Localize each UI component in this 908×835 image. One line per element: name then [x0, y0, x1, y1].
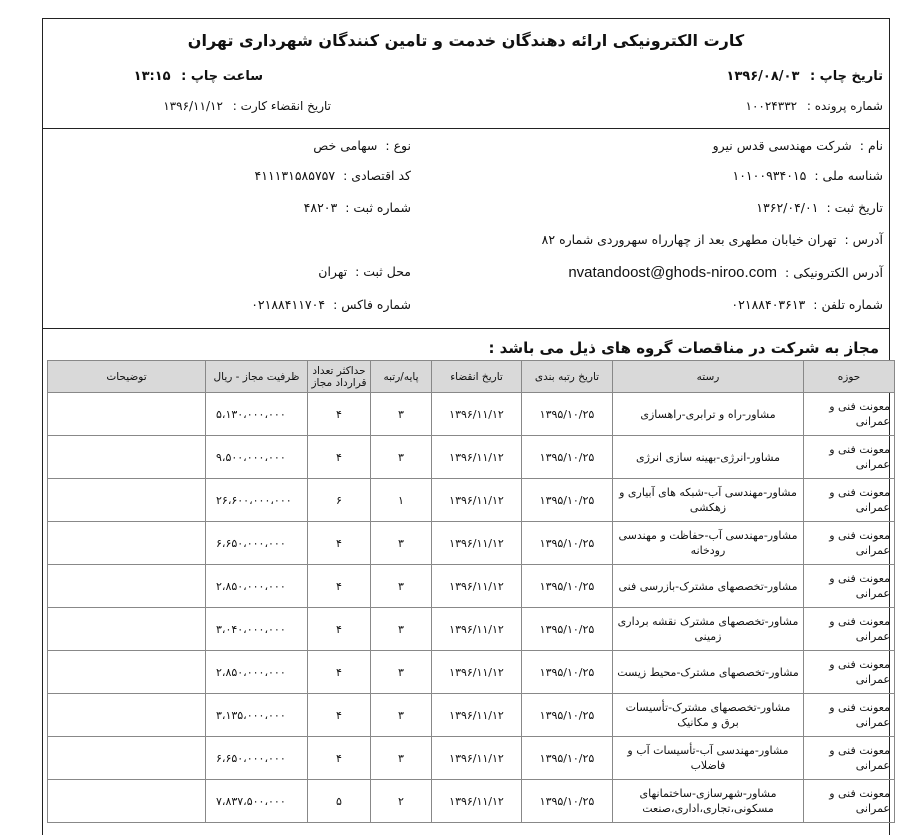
cell-rank-date: ۱۳۹۵/۱۰/۲۵ — [522, 737, 613, 780]
card-header — [43, 19, 889, 129]
cell-capacity: ۹،۵۰۰،۰۰۰،۰۰۰ — [206, 436, 308, 479]
cell-capacity: ۷،۸۳۷،۵۰۰،۰۰۰ — [206, 780, 308, 823]
table-row — [48, 694, 895, 737]
cell-capacity: ۳،۰۴۰،۰۰۰،۰۰۰ — [206, 608, 308, 651]
table-row — [48, 479, 895, 522]
cell-category: مشاور-تخصصهای مشترک-محیط زیست — [613, 651, 804, 694]
table-row — [48, 436, 895, 479]
registration-place-value: تهران — [318, 264, 348, 279]
cell-category: مشاور-شهرسازی-ساختمانهای مسکونی،تجاری،اداری،صنعت — [613, 780, 804, 823]
cell-rank-date: ۱۳۹۵/۱۰/۲۵ — [522, 694, 613, 737]
cell-notes — [48, 780, 206, 823]
registration-date-label: تاریخ ثبت : — [826, 200, 883, 215]
cell-max-contracts: ۴ — [308, 436, 371, 479]
cell-grade: ۳ — [371, 608, 432, 651]
cell-field: معونت فنی و عمرانی — [804, 522, 895, 565]
table-header-row — [48, 361, 895, 393]
cell-notes — [48, 565, 206, 608]
cell-category: مشاور-مهندسی آب-شبکه های آبیاری و زهکشی — [613, 479, 804, 522]
cell-rank-date: ۱۳۹۵/۱۰/۲۵ — [522, 565, 613, 608]
cell-max-contracts: ۴ — [308, 522, 371, 565]
cell-notes — [48, 479, 206, 522]
company-name — [713, 138, 883, 153]
cell-category: مشاور-مهندسی آب-حفاظت و مهندسی رودخانه — [613, 522, 804, 565]
cell-grade: ۳ — [371, 393, 432, 436]
cell-rank-date: ۱۳۹۵/۱۰/۲۵ — [522, 608, 613, 651]
print-date-value: ۱۳۹۶/۰۸/۰۳ — [726, 69, 800, 84]
email — [568, 264, 883, 281]
column-header: حوزه — [804, 361, 895, 393]
economic-code-value: ۴۱۱۱۳۱۵۸۵۷۵۷ — [254, 168, 336, 183]
cell-expiry-date: ۱۳۹۶/۱۱/۱۲ — [432, 608, 522, 651]
table-row — [48, 651, 895, 694]
column-header: رسته — [613, 361, 804, 393]
email-label: آدرس الکترونیکی : — [785, 265, 883, 280]
cell-rank-date: ۱۳۹۵/۱۰/۲۵ — [522, 436, 613, 479]
table-row — [48, 393, 895, 436]
cell-notes — [48, 608, 206, 651]
cell-notes — [48, 694, 206, 737]
economic-code — [255, 168, 411, 183]
column-header: حداکثر تعداد قرارداد مجاز — [308, 361, 371, 393]
company-type-label: نوع : — [385, 138, 411, 153]
company-type — [313, 138, 411, 153]
print-time-value: ۱۳:۱۵ — [133, 69, 171, 84]
national-id-label: شناسه ملی : — [814, 168, 883, 183]
cell-rank-date: ۱۳۹۵/۱۰/۲۵ — [522, 522, 613, 565]
cell-grade: ۱ — [371, 479, 432, 522]
cell-category: مشاور-تخصصهای مشترک-بازرسی فنی — [613, 565, 804, 608]
cell-grade: ۲ — [371, 780, 432, 823]
cell-expiry-date: ۱۳۹۶/۱۱/۱۲ — [432, 522, 522, 565]
table-row — [48, 780, 895, 823]
cell-grade: ۳ — [371, 694, 432, 737]
registration-number-label: شماره ثبت : — [345, 200, 411, 215]
card-title: کارت الکترونیکی ارائه دهندگان خدمت و تامین کنندگان شهرداری تهران — [187, 31, 745, 50]
cell-field: معونت فنی و عمرانی — [804, 479, 895, 522]
cell-grade: ۳ — [371, 651, 432, 694]
cell-rank-date: ۱۳۹۵/۱۰/۲۵ — [522, 780, 613, 823]
cell-max-contracts: ۴ — [308, 608, 371, 651]
table-row — [48, 737, 895, 780]
cell-max-contracts: ۶ — [308, 479, 371, 522]
cell-expiry-date: ۱۳۹۶/۱۱/۱۲ — [432, 393, 522, 436]
column-header: تاریخ انقضاء — [432, 361, 522, 393]
cell-grade: ۳ — [371, 436, 432, 479]
column-header: ظرفیت مجاز - ریال — [206, 361, 308, 393]
cell-capacity: ۲،۸۵۰،۰۰۰،۰۰۰ — [206, 651, 308, 694]
cell-field: معونت فنی و عمرانی — [804, 436, 895, 479]
cell-field: معونت فنی و عمرانی — [804, 694, 895, 737]
cell-field: معونت فنی و عمرانی — [804, 565, 895, 608]
cell-category: مشاور-مهندسی آب-تأسیسات آب و فاضلاب — [613, 737, 804, 780]
cell-max-contracts: ۴ — [308, 694, 371, 737]
cell-field: معونت فنی و عمرانی — [804, 608, 895, 651]
registration-date — [756, 200, 883, 215]
cell-max-contracts: ۴ — [308, 393, 371, 436]
cell-field: معونت فنی و عمرانی — [804, 393, 895, 436]
print-time — [134, 69, 263, 84]
cell-capacity: ۲۶،۶۰۰،۰۰۰،۰۰۰ — [206, 479, 308, 522]
print-time-label: ساعت چاپ : — [181, 69, 263, 84]
cell-rank-date: ۱۳۹۵/۱۰/۲۵ — [522, 393, 613, 436]
address — [542, 232, 883, 247]
cell-max-contracts: ۵ — [308, 780, 371, 823]
cell-grade: ۳ — [371, 565, 432, 608]
fax — [251, 297, 411, 312]
cell-expiry-date: ۱۳۹۶/۱۱/۱۲ — [432, 651, 522, 694]
registration-date-value: ۱۳۶۲/۰۴/۰۱ — [756, 200, 819, 215]
cell-rank-date: ۱۳۹۵/۱۰/۲۵ — [522, 651, 613, 694]
column-header: تاریخ رتبه بندی — [522, 361, 613, 393]
permitted-groups-table — [47, 360, 895, 823]
table-row — [48, 565, 895, 608]
table-row — [48, 608, 895, 651]
address-label: آدرس : — [844, 232, 883, 247]
cell-category: مشاور-راه و ترابری-راهسازی — [613, 393, 804, 436]
cell-notes — [48, 651, 206, 694]
fax-label: شماره فاکس : — [333, 297, 411, 312]
cell-expiry-date: ۱۳۹۶/۱۱/۱۲ — [432, 565, 522, 608]
fax-value: ۰۲۱۸۸۴۱۱۷۰۴ — [251, 297, 326, 312]
cell-expiry-date: ۱۳۹۶/۱۱/۱۲ — [432, 780, 522, 823]
economic-code-label: کد اقتصادی : — [343, 168, 411, 183]
cell-expiry-date: ۱۳۹۶/۱۱/۱۲ — [432, 694, 522, 737]
file-number — [746, 99, 883, 113]
national-id-value: ۱۰۱۰۰۹۳۴۰۱۵ — [732, 168, 807, 183]
cell-category: مشاور-انرژی-بهینه سازی انرژی — [613, 436, 804, 479]
company-name-label: نام : — [859, 138, 883, 153]
contractor-card — [42, 18, 890, 835]
registration-number-value: ۴۸۲۰۳ — [303, 200, 338, 215]
column-header: پایه/رتبه — [371, 361, 432, 393]
registration-place — [318, 264, 411, 279]
file-number-label: شماره پرونده : — [806, 99, 883, 113]
cell-field: معونت فنی و عمرانی — [804, 780, 895, 823]
card-expiry-value: ۱۳۹۶/۱۱/۱۲ — [163, 99, 223, 113]
company-info — [43, 128, 889, 329]
cell-capacity: ۲،۸۵۰،۰۰۰،۰۰۰ — [206, 565, 308, 608]
cell-notes — [48, 436, 206, 479]
card-expiry — [163, 99, 331, 113]
cell-capacity: ۳،۱۳۵،۰۰۰،۰۰۰ — [206, 694, 308, 737]
cell-expiry-date: ۱۳۹۶/۱۱/۱۲ — [432, 737, 522, 780]
cell-category: مشاور-تخصصهای مشترک نقشه برداری زمینی — [613, 608, 804, 651]
phone — [731, 297, 883, 312]
address-value: تهران خیابان مطهری بعد از چهارراه سهروردی شماره ۸۲ — [541, 232, 837, 247]
print-date — [726, 69, 883, 84]
national-id — [733, 168, 884, 183]
phone-value: ۰۲۱۸۸۴۰۳۶۱۳ — [731, 297, 806, 312]
column-header: توضیحات — [48, 361, 206, 393]
cell-max-contracts: ۴ — [308, 737, 371, 780]
cell-expiry-date: ۱۳۹۶/۱۱/۱۲ — [432, 479, 522, 522]
cell-field: معونت فنی و عمرانی — [804, 737, 895, 780]
registration-place-label: محل ثبت : — [355, 264, 411, 279]
print-date-label: تاریخ چاپ : — [809, 69, 883, 84]
company-name-value: شرکت مهندسی قدس نیرو — [712, 138, 852, 153]
cell-capacity: ۶،۶۵۰،۰۰۰،۰۰۰ — [206, 737, 308, 780]
cell-expiry-date: ۱۳۹۶/۱۱/۱۲ — [432, 436, 522, 479]
cell-max-contracts: ۴ — [308, 565, 371, 608]
cell-capacity: ۶،۶۵۰،۰۰۰،۰۰۰ — [206, 522, 308, 565]
cell-grade: ۳ — [371, 737, 432, 780]
cell-rank-date: ۱۳۹۵/۱۰/۲۵ — [522, 479, 613, 522]
cell-notes — [48, 393, 206, 436]
cell-notes — [48, 522, 206, 565]
email-value[interactable]: nvatandoost@ghods-niroo.com — [568, 264, 778, 281]
cell-max-contracts: ۴ — [308, 651, 371, 694]
cell-notes — [48, 737, 206, 780]
card-expiry-label: تاریخ انقضاء کارت : — [232, 99, 331, 113]
file-number-value: ۱۰۰۲۴۳۳۲ — [745, 99, 798, 113]
cell-field: معونت فنی و عمرانی — [804, 651, 895, 694]
cell-capacity: ۵،۱۳۰،۰۰۰،۰۰۰ — [206, 393, 308, 436]
company-type-value: سهامی خص — [313, 138, 378, 153]
registration-number — [304, 200, 411, 215]
cell-category: مشاور-تخصصهای مشترک-تأسیسات برق و مکانیک — [613, 694, 804, 737]
cell-grade: ۳ — [371, 522, 432, 565]
table-row — [48, 522, 895, 565]
phone-label: شماره تلفن : — [813, 297, 883, 312]
section-title: مجاز به شرکت در مناقصات گروه های ذیل می باشد : — [488, 339, 879, 357]
